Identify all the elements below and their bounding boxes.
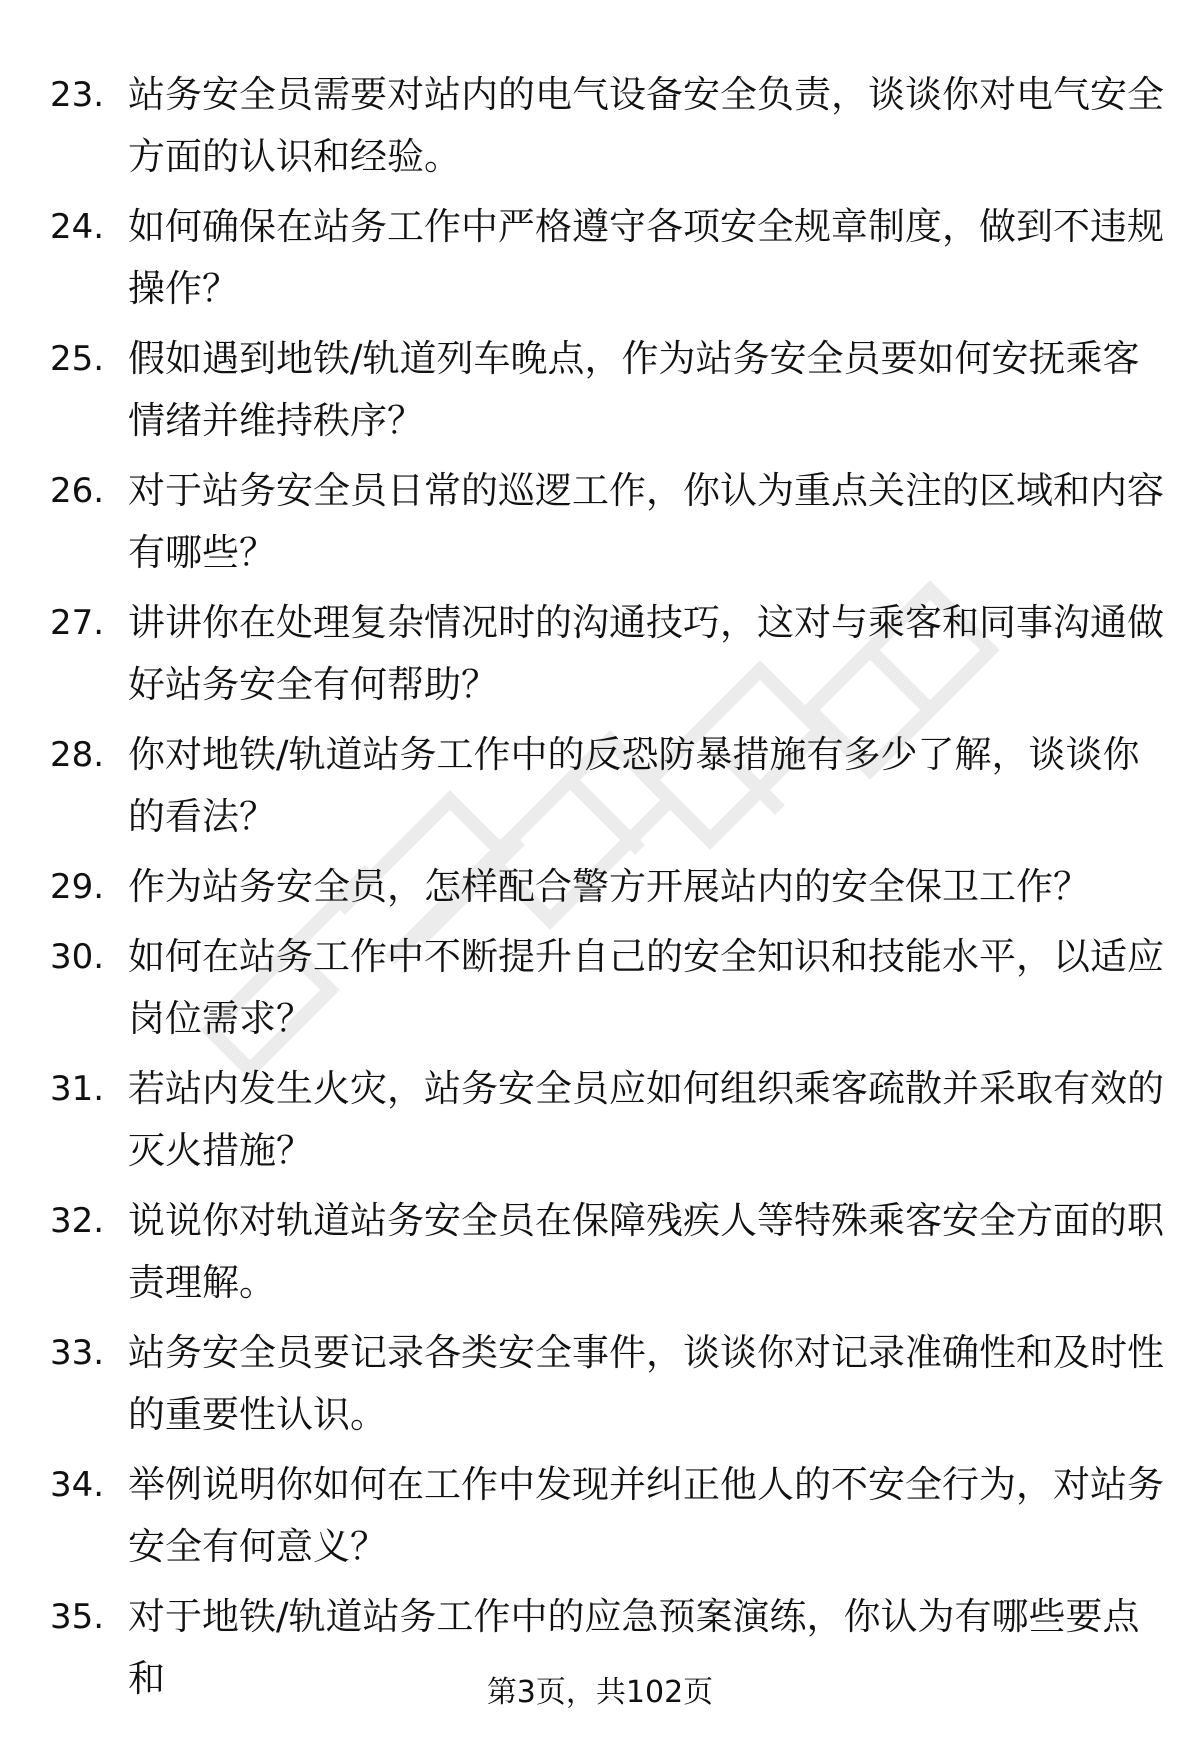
question-text: 你对地铁/轨道站务工作中的反恐防暴措施有多少了解，谈谈你的看法？ <box>128 733 1140 838</box>
list-item <box>0 316 1200 448</box>
question-text: 对于地铁/轨道站务工作中的应急预案演练，你认为有哪些要点和 <box>128 1595 1140 1700</box>
page-number-label: 第3页，共102页 <box>486 1675 714 1710</box>
question-number: 29. <box>50 867 105 907</box>
question-number: 35. <box>50 1597 105 1637</box>
list-item <box>0 844 1200 914</box>
question-number: 28. <box>50 735 105 775</box>
list-item <box>0 1442 1200 1574</box>
question-number: 23. <box>50 75 105 115</box>
question-text: 讲讲你在处理复杂情况时的沟通技巧，这对与乘客和同事沟通做好站务安全有何帮助？ <box>128 601 1164 706</box>
question-text: 假如遇到地铁/轨道列车晚点，作为站务安全员要如何安抚乘客情绪并维持秩序？ <box>128 337 1140 442</box>
question-number: 32. <box>50 1201 105 1241</box>
list-item <box>0 914 1200 1046</box>
question-text: 如何确保在站务工作中严格遵守各项安全规章制度，做到不违规操作？ <box>128 205 1164 310</box>
list-item <box>0 1046 1200 1178</box>
question-number: 33. <box>50 1333 105 1373</box>
question-number: 30. <box>50 937 105 977</box>
question-number: 27. <box>50 603 105 643</box>
question-text: 说说你对轨道站务安全员在保障残疾人等特殊乘客安全方面的职责理解。 <box>128 1199 1164 1304</box>
list-item <box>0 1178 1200 1310</box>
page-footer <box>0 1668 1200 1718</box>
list-item <box>0 580 1200 712</box>
question-number: 25. <box>50 339 105 379</box>
question-text: 举例说明你如何在工作中发现并纠正他人的不安全行为，对站务安全有何意义？ <box>128 1463 1164 1568</box>
question-number: 24. <box>50 207 105 247</box>
list-item <box>0 1310 1200 1442</box>
list-item <box>0 712 1200 844</box>
question-number: 26. <box>50 471 105 511</box>
question-text: 站务安全员需要对站内的电气设备安全负责，谈谈你对电气安全方面的认识和经验。 <box>128 73 1164 178</box>
question-text: 对于站务安全员日常的巡逻工作，你认为重点关注的区域和内容有哪些？ <box>128 469 1164 574</box>
question-text: 若站内发生火灾，站务安全员应如何组织乘客疏散并采取有效的灭火措施？ <box>128 1067 1164 1172</box>
question-text: 站务安全员要记录各类安全事件，谈谈你对记录准确性和及时性的重要性认识。 <box>128 1331 1164 1436</box>
question-number: 34. <box>50 1465 105 1505</box>
list-item <box>0 184 1200 316</box>
question-number: 31. <box>50 1069 105 1109</box>
question-text: 作为站务安全员，怎样配合警方开展站内的安全保卫工作？ <box>128 865 1090 908</box>
list-item <box>0 52 1200 184</box>
question-text: 如何在站务工作中不断提升自己的安全知识和技能水平，以适应岗位需求？ <box>128 935 1164 1040</box>
list-item <box>0 448 1200 580</box>
